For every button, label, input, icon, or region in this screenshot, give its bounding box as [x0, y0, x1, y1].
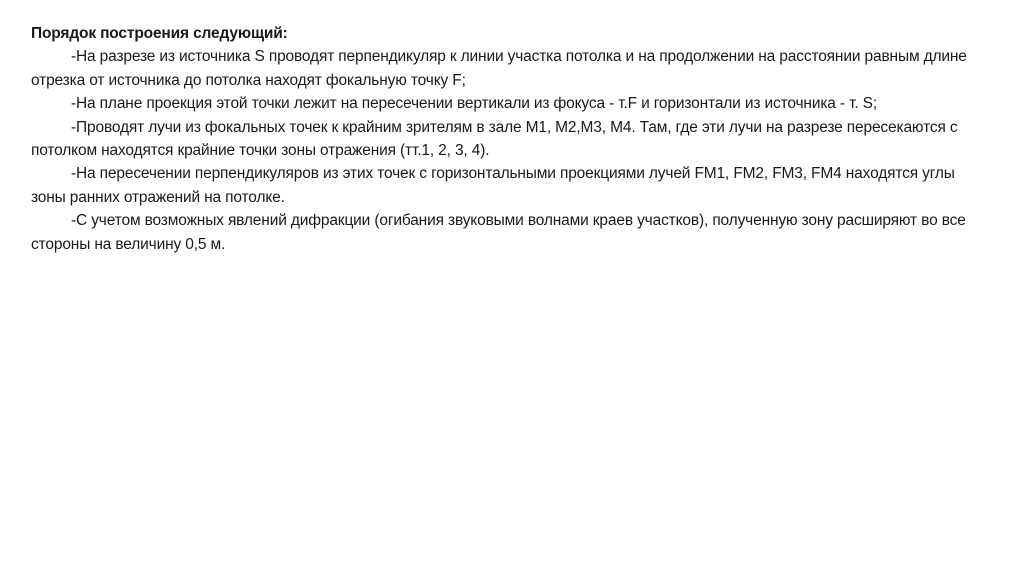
- paragraph-step-4: -На пересечении перпендикуляров из этих точек с горизонтальными проекциями лучей FM1, FM2, FM3, FM4 находятся углы зоны ранних отражений на потолке.: [31, 165, 955, 206]
- text-block: [31, 22, 991, 256]
- slide-heading: Порядок построения следующий:: [31, 25, 288, 42]
- paragraph-step-2: -На плане проекция этой точки лежит на пересечении вертикали из фокуса - т.F и горизонтали из источника - т. S;: [71, 95, 877, 113]
- paragraph-step-1: -На разрезе из источника S проводят перпендикуляр к линии участка потолка и на продолжении на расстоянии равным длине отрезка от источника до потолка находят фокальную точку F;: [31, 48, 967, 89]
- paragraph-step-5: -С учетом возможных явлений дифракции (огибания звуковыми волнами краев участков), полученную зону расширяют во все стороны на величину 0,5 м.: [31, 212, 966, 253]
- paragraph-step-3: -Проводят лучи из фокальных точек к крайним зрителям в зале М1, М2,М3, М4. Там, где эти лучи на разрезе пересекаются с потолком находятся крайние точки зоны отражения (тт.1, 2, 3, 4).: [31, 118, 958, 160]
